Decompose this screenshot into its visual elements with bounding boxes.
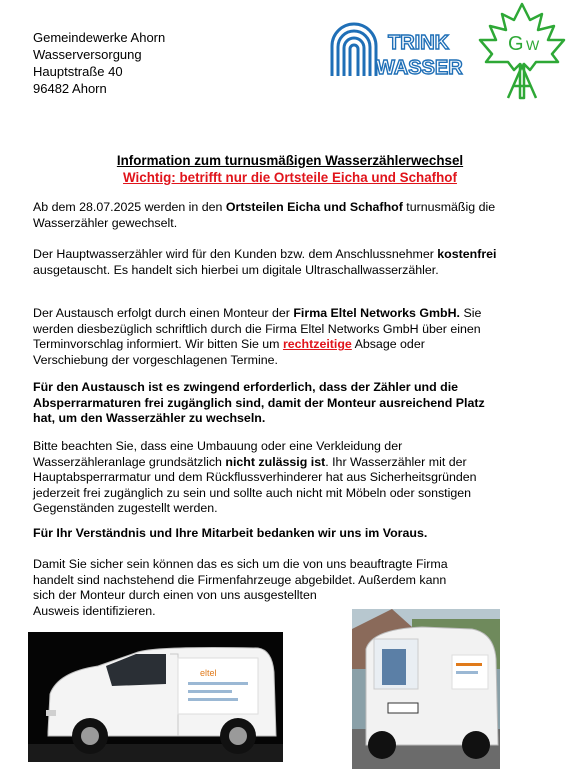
p7-line-2: handelt sind nachstehend die Firmenfahrzeuge abgebildet. Außerdem kann [33, 572, 447, 587]
title-sub: Wichtig: betrifft nur die Ortsteile Eicha und Schafhof [123, 170, 457, 185]
p3-text-a: Der Austausch erfolgt durch einen Monteur der [33, 306, 294, 320]
svg-text:eltel: eltel [200, 668, 217, 678]
p3-emphasis-timely: rechtzeitige [282, 337, 352, 352]
p7-line-4: Ausweis identifizieren. [33, 603, 156, 618]
p7-line-3: sich der Monteur durch einen von uns ausgestellten [33, 588, 317, 603]
p3-text-c: Sie werden diesbezüglich schriftlich durch die Firma Eltel Networks GmbH über einen Terminvorschlag informiert. Wir bitten Sie um [33, 306, 482, 352]
p4-text: Für den Austausch ist es zwingend erforderlich, dass der Zähler und die Absperrarmaturen frei zugänglich sind, damit der Monteur ausreichend Platz hat, um den Wasserzähler zu wechseln. [33, 380, 485, 426]
p2-text-b: kostenfrei [437, 247, 497, 261]
sender-department: Wasserversorgung [33, 47, 142, 62]
p1-text-a: Ab dem 28.07.2025 werden in den [33, 200, 226, 214]
p6-text: Für Ihr Verständnis und Ihre Mitarbeit bedanken wir uns im Voraus. [33, 526, 428, 540]
sender-address [33, 29, 165, 97]
company-van-photo-left [28, 632, 283, 762]
logo-text-bottom: WASSER [376, 57, 463, 79]
logo-text-top: TRINK [388, 32, 450, 54]
paragraph-no-enclosure [33, 439, 503, 517]
p1-text-c: turnusmäßig die Wasserzähler gewechselt. [33, 200, 496, 230]
paragraph-free-exchange [33, 247, 503, 278]
p2-text-c: ausgetauscht. Es handelt sich hierbei um digitale Ultraschallwasserzähler. [33, 262, 439, 277]
p7-line-1: Damit Sie sicher sein können das es sich um die von uns beauftragte Firma [33, 557, 448, 571]
letter-title [0, 152, 580, 186]
p2-text-a: Der Hauptwasserzähler wird für den Kunden bzw. dem Anschlussnehmer [33, 247, 438, 261]
p3-text-e: Absage oder Verschiebung der vorgeschlagenen Termine. [33, 337, 425, 367]
paragraph-thanks [33, 526, 503, 542]
p5-text-c: . Ihr Wasserzähler mit der Hauptabsperrarmatur und dem Rückflussverhinderer hat aus Sicherheitsgründen jederzeit frei zugänglich zu sein und sollte auch nicht mit Möbeln oder sonstigen Gegenständen zugestellt werden. [33, 454, 477, 516]
p1-text-b: Ortsteilen Eicha und Schafhof [225, 200, 403, 214]
p5-text-b: nicht zulässig ist [225, 454, 326, 469]
gemeindewerke-leaf-logo [474, 0, 570, 104]
paragraph-start-date [33, 200, 503, 231]
logo-letter-w: W [526, 37, 540, 53]
title-main: Information zum turnusmäßigen Wasserzählerwechsel [116, 153, 464, 168]
p5-text-a: Bitte beachten Sie, dass eine Umbauung oder eine Verkleidung der Wasserzähleranlage grundsätzlich [33, 439, 403, 469]
logo-letter-g: G [508, 33, 524, 55]
white-van-rear-image [352, 609, 500, 769]
paragraph-access-required [33, 380, 503, 427]
white-van-side-image [28, 632, 283, 762]
sender-city: 96482 Ahorn [33, 81, 107, 96]
company-van-photo-right [352, 609, 500, 769]
sender-name: Gemeindewerke Ahorn [33, 30, 166, 45]
paragraph-contractor [33, 306, 503, 368]
p3-text-b: Firma Eltel Networks GmbH. [293, 306, 460, 320]
sender-street: Hauptstraße 40 [33, 64, 123, 79]
trinkwasser-logo [330, 22, 463, 79]
